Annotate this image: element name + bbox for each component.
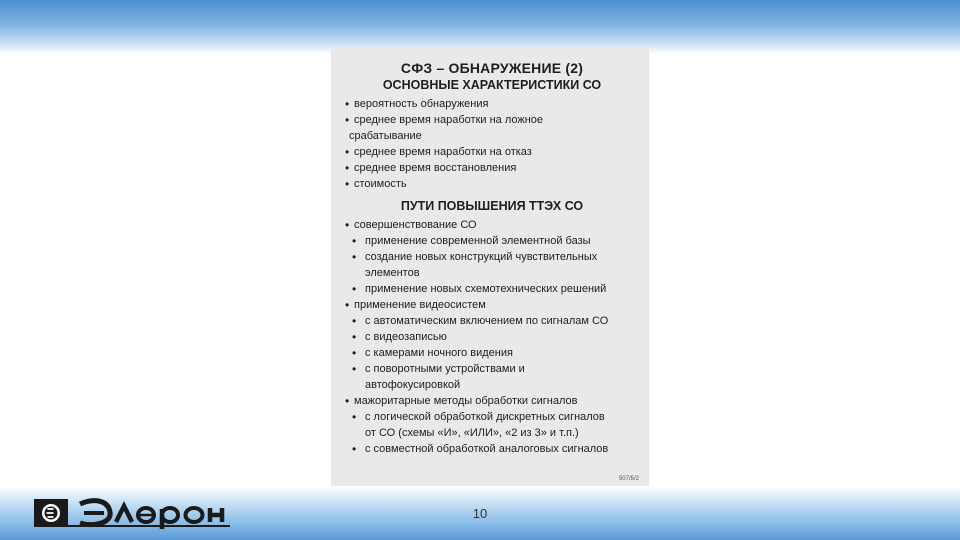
header-gradient-band xyxy=(0,0,960,54)
list-item: • вероятность обнаружения xyxy=(345,96,639,112)
list-subitem: • с видеозаписью xyxy=(345,329,639,345)
list-subitem: • с камерами ночного видения xyxy=(345,345,639,361)
section-heading-characteristics: ОСНОВНЫЕ ХАРАКТЕРИСТИКИ СО xyxy=(382,78,602,92)
slide-code: 507/5/2 xyxy=(618,476,639,482)
slide-image xyxy=(331,48,649,488)
list-item-continuation: элементов xyxy=(365,267,420,279)
list-subitem: • с совместной обработкой аналоговых сигналов xyxy=(345,441,639,457)
slide-title: СФЗ – ОБНАРУЖЕНИЕ (2) xyxy=(400,60,584,76)
list-item: • стоимость xyxy=(345,176,639,192)
list-subitem: • применение новых схемотехнических решений xyxy=(345,281,639,297)
list-item-continuation: срабатывание xyxy=(349,130,422,142)
characteristics-list xyxy=(345,96,639,192)
eleron-logo-icon xyxy=(32,496,232,530)
list-item-continuation: автофокусировкой xyxy=(365,379,461,391)
list-item: • среднее время наработки на отказ xyxy=(345,144,639,160)
list-subitem: • создание новых конструкций чувствительных xyxy=(345,249,639,265)
list-subitem: • применение современной элементной базы xyxy=(345,233,639,249)
list-subitem: • с логической обработкой дискретных сигналов xyxy=(345,409,639,425)
section-heading-improvement: ПУТИ ПОВЫШЕНИЯ ТТЭХ СО xyxy=(400,199,584,213)
list-subitem: • с поворотными устройствами и xyxy=(345,361,639,377)
list-item: • мажоритарные методы обработки сигналов xyxy=(345,393,639,409)
page-number: 10 xyxy=(472,506,488,521)
list-item: • среднее время наработки на ложное xyxy=(345,112,639,128)
list-item: • применение видеосистем xyxy=(345,297,639,313)
list-item: • совершенствование СО xyxy=(345,217,639,233)
list-item-continuation: от СО (схемы «И», «ИЛИ», «2 из 3» и т.п.) xyxy=(365,427,579,439)
list-subitem: • с автоматическим включением по сигналам СО xyxy=(345,313,639,329)
improvement-list xyxy=(345,217,639,457)
list-item: • среднее время восстановления xyxy=(345,160,639,176)
